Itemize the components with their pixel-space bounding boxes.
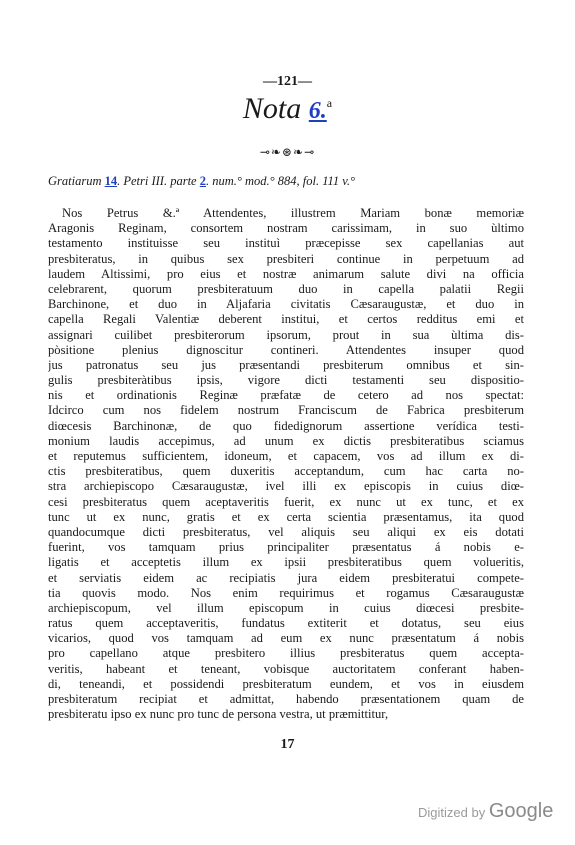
text-line: nis et ordinationis Reginæ præfatæ de cetero ad nos spectat:: [48, 388, 524, 403]
text-line: stra archiepiscopo Cæsaraugustæ, ivel illi ex episcopis in cuius diœ-: [48, 479, 524, 494]
digitized-watermark: [418, 800, 553, 823]
text-line: et reputemus sufficientem, idoneum, et capacem, vos ad illum ex di-: [48, 449, 524, 463]
text-line: assignari cuilibet presbiterorum ipsorum, prout in sua ùltima dis-: [48, 327, 524, 342]
text-line: veritis, habeant et teneant, vobisque auctoritatem conferant haben-: [48, 661, 524, 676]
reference-link-1[interactable]: 14: [104, 174, 118, 188]
text-line: cesi presbiteratus quem aceptaveritis fuerit, ex nunc ut ex tunc, et ex: [48, 494, 524, 509]
text-line: monium laudis accepimus, ad unum ex dictis presbiteratibus sciamus: [48, 433, 524, 448]
reference-prefix: Gratiarum: [48, 174, 102, 188]
reference-mid: . Petri III. parte: [117, 174, 197, 188]
google-logo: Google: [488, 800, 554, 822]
text-line: laudem Altissimi, pro eius et nostræ animarum salute divi na officia: [48, 266, 524, 281]
footer-page-number: 17: [280, 737, 295, 752]
text-line: vicarios, quod vos tamquam ad eum ex nunc præsentatum á nobis: [48, 631, 524, 646]
watermark-prefix: Digitized by: [418, 805, 486, 820]
text-line: ctis presbiteratibus, quem duxeritis acceptandum, cum hac carta no-: [48, 464, 524, 479]
title-number-link[interactable]: 6.: [308, 98, 327, 124]
text-line: ligatis et acceptetis illum ex ipsii presbiteratibus quem volueritis,: [48, 555, 524, 570]
text-line: Barchinone, et duo in Aljafaria civitatis Cæsaraugustæ, et duo in: [48, 297, 524, 312]
text-line: di, teneandi, et possidendi presbiteratum eundem, et vos in eiusdem: [48, 676, 524, 691]
text-line: et serviatis eidem ac recipiatis jura eidem presbiteratui compete-: [48, 570, 524, 585]
reference-link-2[interactable]: 2: [199, 174, 206, 188]
text-line: presbiteratu ipso ex nunc pro tunc de persona vestra, ut præmittitur,: [48, 707, 389, 722]
text-line: testamento instituisse seu instituì præcepisse sex capellanias aut: [48, 236, 524, 251]
text-line: tia quovis modo. Nos enim requirimus et rogamus Cæsaraugustæ: [48, 585, 524, 600]
text-line: celebrarent, quorum presbiteratuum duo in capella palatii Regii: [48, 281, 524, 296]
text-line: jus patronatus seu jus præsentandi presbiterum omnibus et sin-: [48, 357, 524, 372]
document-body: [48, 206, 524, 722]
text-line: capella Regali Valentiæ deberent institui, et certos redditus emi et: [48, 312, 524, 327]
page-number: —121—: [263, 74, 312, 89]
reference-suffix: . num.° mod.° 884, fol. 111 v.°: [205, 174, 355, 188]
text-line: Nos Petrus &.ª Attendentes, illustrem Mariam bonæ memoriæ: [62, 206, 524, 220]
text-line: archiepiscopum, vel illum episcopum in cuius diœcesi presbite-: [48, 600, 524, 615]
ornament-divider: ⊸❧⊛❧⊸: [259, 145, 316, 159]
text-line: pro capellano atque presbitero illius presbiteratus quem accepta-: [48, 646, 524, 661]
text-line: presbiteratus, in quibus sex presbiteri continue in perpetuum ad: [48, 251, 524, 266]
text-line: Idcirco cum nos fidelem nostrum Franciscum de Fabrica presbiterum: [48, 403, 524, 418]
archive-reference: [48, 174, 528, 189]
text-line: ratus quem acceptaveritis, fundatus extiterit et dotatus, seu eius: [48, 616, 524, 631]
text-line: tunc ut ex nunc, gratis et ex certa scientia præsentamus, ita quod: [48, 509, 524, 524]
page-title: [0, 92, 575, 126]
title-word: Nota: [242, 92, 302, 125]
text-line: Aragonis Reginam, consortem nostram carissimam, in suo ùltimo: [48, 221, 524, 236]
text-line: gulis presbiteràtibus ipsis, vigore dicti testamenti seu dispositio-: [48, 373, 524, 388]
text-line: diœcesis Barchinonæ, de quo fidedignorum assertione verídica testi-: [48, 418, 524, 433]
text-line: quandocumque dicti presbiteratus, vel aliquis seu aliqui ex eis dotati: [48, 524, 524, 539]
text-line: fuerint, vos tamquam prius principaliter præsentatus á nobis e-: [48, 540, 524, 555]
title-superscript: a: [326, 96, 333, 110]
text-line: pòsitione plenius dignoscitur contineri. Attendentes insuper quod: [48, 342, 524, 357]
text-line: presbiteratum recipiat et admittat, habendo præsentationem quam de: [48, 692, 524, 706]
